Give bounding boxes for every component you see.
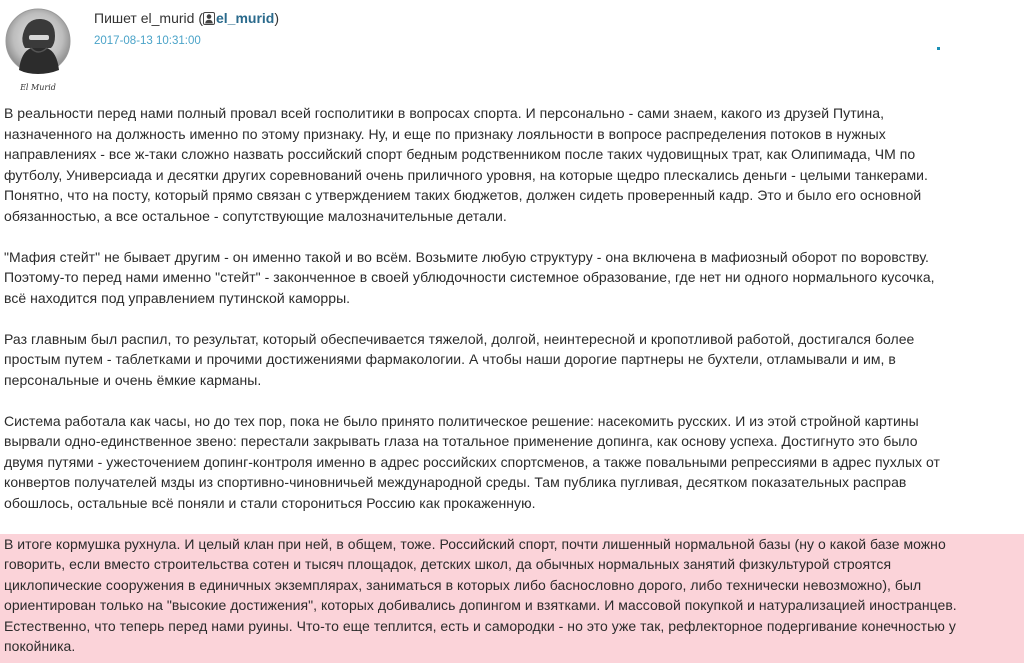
author-prefix: Пишет el_murid (: [94, 10, 203, 26]
user-icon[interactable]: [203, 12, 215, 25]
text-line: В реальности перед нами полный провал всей госполитики в вопросах спорта. И персонально - сами знаем, какого из друзей Путина,: [4, 105, 885, 121]
text-line: персональные и очень ёмкие карманы.: [4, 371, 262, 388]
author-suffix: ): [274, 10, 280, 26]
dot-marker: [937, 47, 940, 50]
text-line: назначенного на должность именно по этому признаку. Ну, и еще по признаку лояльности в вопросе распределения потоков в нужных: [4, 125, 886, 142]
text-line: конвертов получателей мзды из спортивно-чиновничьей международной среды. Там публика пугливая, десятком показательных расправ: [4, 474, 907, 490]
text-line: футболу, Универсиада и десятки других соревнований очень приличного уровня, на которые щедро плескались деньги - целыми танкерами.: [4, 166, 928, 183]
text-line: "Мафия стейт" не бывает другим - он именно такой и во всём. Возьмите любую структуру - она включена в мафиозный оборот по воровству.: [4, 248, 929, 265]
post-timestamp[interactable]: 2017-08-13 10:31:00: [94, 35, 201, 47]
post-body: [0, 103, 1024, 663]
text-line: Раз главным был распил, то результат, который обеспечивается тяжелой, долгой, неинтересной и кропотливой работой, достигался более: [4, 330, 915, 347]
post-header: [94, 9, 279, 48]
text-line: вырвали одно-единственное звено: перестали закрывать глаза на тотальное применение допинга, как основу успеха. Достигнуто это было: [4, 433, 918, 449]
text-line: всё находится под управлением путинской каморры.: [4, 289, 351, 306]
text-line: Понятно, что на посту, который прямо связан с утверждением таких бюджетов, должен сидеть проверенный кадр. Это и было его основной: [4, 187, 922, 203]
text-line: обязанностью, а все остальное - сопутствующие малозначительные детали.: [4, 207, 507, 224]
text-line: Естественно, что теперь перед нами руины. Что-то еще теплится, есть и самородки - но это уже так, рефлекторное подергивание конечностью у: [4, 617, 956, 634]
avatar[interactable]: [5, 8, 71, 94]
avatar-caption: El Murid: [20, 83, 56, 92]
text-line: говорить, если вместо строительства сотен и тысяч площадок, детских школ, да обычных нормальных занятий физкультурой строятся: [4, 556, 892, 572]
paragraph: [0, 329, 1024, 391]
paragraph: [0, 247, 1024, 309]
highlighted-paragraph: [0, 534, 1024, 663]
text-line: В итоге кормушка рухнула. И целый клан при ней, в общем, тоже. Российский спорт, почти лишенный нормальной базы (ну о какой базе можно: [4, 535, 946, 552]
text-line: простым путем - таблетками и прочими достижениями фармакологии. А чтобы наши дорогие партнеры не бухтели, отламывали и им, в: [4, 351, 896, 367]
text-line: покойника.: [4, 638, 76, 654]
text-line: циклопические сооружения в единичных экземплярах, заниматься в которых либо баснословно дорого, либо технически невозможно), был: [4, 576, 922, 593]
text-line: ориентирован только на "высокие достижения", которых добивались допингом и взятками. И массовой покупкой и натурализацией иностранцев.: [4, 597, 957, 613]
text-line: Поэтому-то перед нами именно "стейт" - законченное в своей ублюдочности системное образование, где нет ни одного нормального кусочка,: [4, 269, 935, 285]
author-line: [94, 9, 279, 27]
text-line: обошлось, остальные всё поняли и стали сторониться Россию как прокаженную.: [4, 494, 536, 511]
text-line: двумя путями - ужесточением допинг-контроля именно в адрес российских спортсменов, а также повальными репрессиями в адрес пухлых от: [4, 453, 940, 470]
username-link[interactable]: el_murid: [215, 10, 275, 26]
paragraph: [0, 411, 1024, 514]
text-line: направлениях - все ж-таки сложно назвать российский спорт бедным родственником после таких чудовищных трат, как Олипимада, ЧМ по: [4, 146, 916, 162]
paragraph: [0, 103, 1024, 226]
text-line: Система работала как часы, но до тех пор, пока не было принято политическое решение: насекомить русских. И из этой стройной картины: [4, 412, 919, 429]
